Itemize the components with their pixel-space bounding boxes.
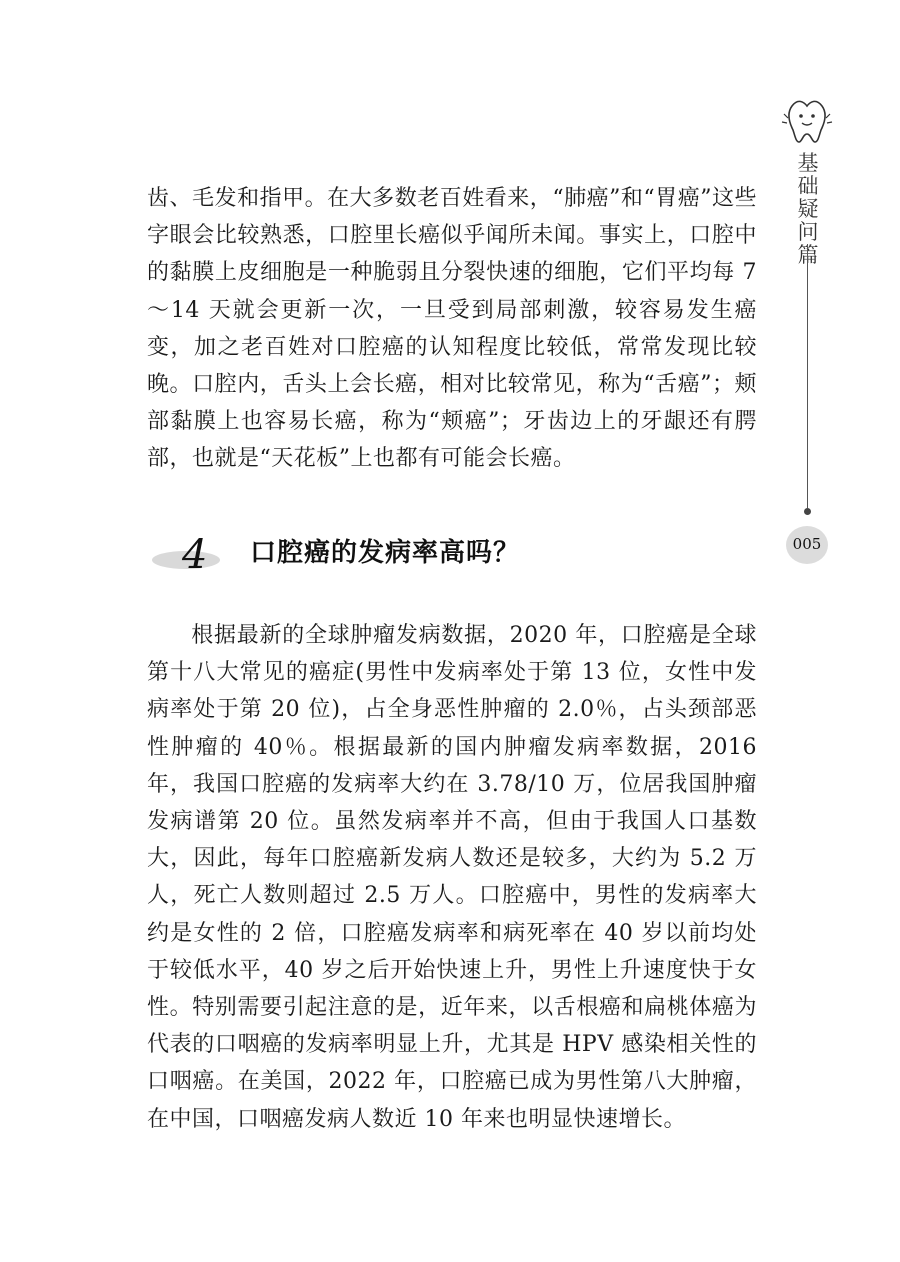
tooth-icon [780,96,834,146]
section-char: 础 [797,174,819,198]
heading-title: 口腔癌的发病率高吗？ [250,538,521,568]
paragraph-2-text: 根据最新的全球肿瘤发病数据，2020 年，口腔癌是全球第十八大常见的癌症(男性中发病率处于第 13 位，女性中发病率处于第 20 位)，占全身恶性肿瘤的 2.0％，占头颈部恶性肿瘤的 40％。根据最新的国内肿瘤发病率数据，2016 年，我国口腔癌的发病率大约在 3.78/10 万，位居我国肿瘤发病谱第 20 位。虽然发病率并不高，但由于我国人口基数大，因此，每年口腔癌新发病人数还是较多，大约为 5.2 万人，死亡人数则超过 2.5 万人。口腔癌中，男性的发病率大约是女性的 2 倍，口腔癌发病率和病死率在 40 岁以前均处于较低水平，40 岁之后开始快速上升，男性上升速度快于女性。特别需要引起注意的是，近年来，以舌根癌和扁桃体癌为代表的口咽癌的发病率明显上升，尤其是 HPV 感染相关性的口咽癌。在美国，2022 年，口腔癌已成为男性第八大肿瘤，在中国，口咽癌发病人数近 10 年来也明显快速增长。 [147,623,757,1132]
heading-number-decoration [150,530,238,574]
section-char: 基 [797,151,819,175]
page-number: 005 [792,535,822,553]
paragraph-2 [147,617,757,1138]
section-label [796,152,820,267]
section-char: 疑 [797,197,819,221]
heading-number: 4 [182,532,208,574]
section-char: 篇 [797,243,819,267]
section-char: 问 [797,220,819,244]
section-heading [150,522,710,582]
paragraph-1: 齿、毛发和指甲。在大多数老百姓看来，“肺癌”和“胃癌”这些字眼会比较熟悉，口腔里长癌似乎闻所未闻。事实上，口腔中的黏膜上皮细胞是一种脆弱且分裂快速的细胞，它们平均每 7～14 天就会更新一次，一旦受到局部刺激，较容易发生癌变，加之老百姓对口腔癌的认知程度比较低，常常发现比较晚。口腔内，舌头上会长癌，相对比较常见，称为“舌癌”；颊部黏膜上也容易长癌，称为“颊癌”；牙齿边上的牙龈还有腭部，也就是“天花板”上也都有可能会长癌。 [147,186,757,472]
margin-rule-dot [804,508,811,515]
margin-rule [807,244,808,508]
